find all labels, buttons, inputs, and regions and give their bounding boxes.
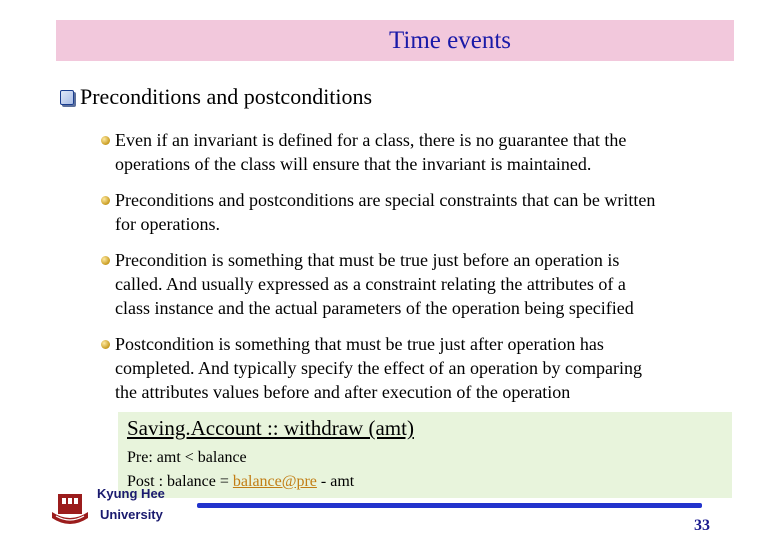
post-highlight: balance@pre (232, 473, 317, 490)
round-bullet-icon (101, 196, 110, 205)
main-bullet-text: Preconditions and postconditions (80, 84, 373, 109)
sub-bullet-3-line3: class instance and the actual parameters of the operation being specified (115, 298, 634, 318)
sub-bullet-4 (101, 332, 741, 404)
code-example-box (118, 412, 732, 498)
sub-bullet-2-line2: for operations. (115, 214, 220, 234)
q-box-bullet-icon (60, 90, 74, 105)
sub-bullet-3 (101, 248, 741, 320)
footer-divider (197, 503, 702, 508)
sub-bullet-1 (101, 128, 741, 176)
code-heading: Saving.Account :: withdraw (amt) (127, 416, 414, 440)
round-bullet-icon (101, 136, 110, 145)
page-number: 33 (694, 517, 710, 534)
sub-bullet-2-line1: Preconditions and postconditions are special constraints that can be written (115, 190, 656, 210)
post-prefix: Post : balance = (127, 473, 233, 490)
precondition-line: Pre: amt < balance (127, 449, 247, 466)
sub-bullet-4-line2: completed. And typically specify the effect of an operation by comparing (115, 358, 642, 378)
title-bar (56, 20, 734, 61)
sub-bullet-4-line3: the attributes values before and after execution of the operation (115, 382, 571, 402)
sub-bullet-3-line2: called. And usually expressed as a constraint relating the attributes of a (115, 274, 626, 294)
round-bullet-icon (101, 340, 110, 349)
post-suffix: - amt (316, 473, 355, 490)
sub-bullet-3-line1: Precondition is something that must be true just before an operation is (115, 250, 620, 270)
main-bullet (60, 84, 372, 110)
university-name-line1: Kyung Hee (97, 486, 165, 501)
university-name-line2: University (100, 507, 163, 522)
sub-bullet-1-line2: operations of the class will ensure that the invariant is maintained. (115, 154, 592, 174)
university-logo-icon (50, 490, 90, 526)
sub-bullet-4-line1: Postcondition is something that must be true just after operation has (115, 334, 604, 354)
sub-bullet-2 (101, 188, 741, 236)
sub-bullet-1-line1: Even if an invariant is defined for a class, there is no guarantee that the (115, 130, 627, 150)
round-bullet-icon (101, 256, 110, 265)
slide-title: Time events (389, 26, 511, 54)
